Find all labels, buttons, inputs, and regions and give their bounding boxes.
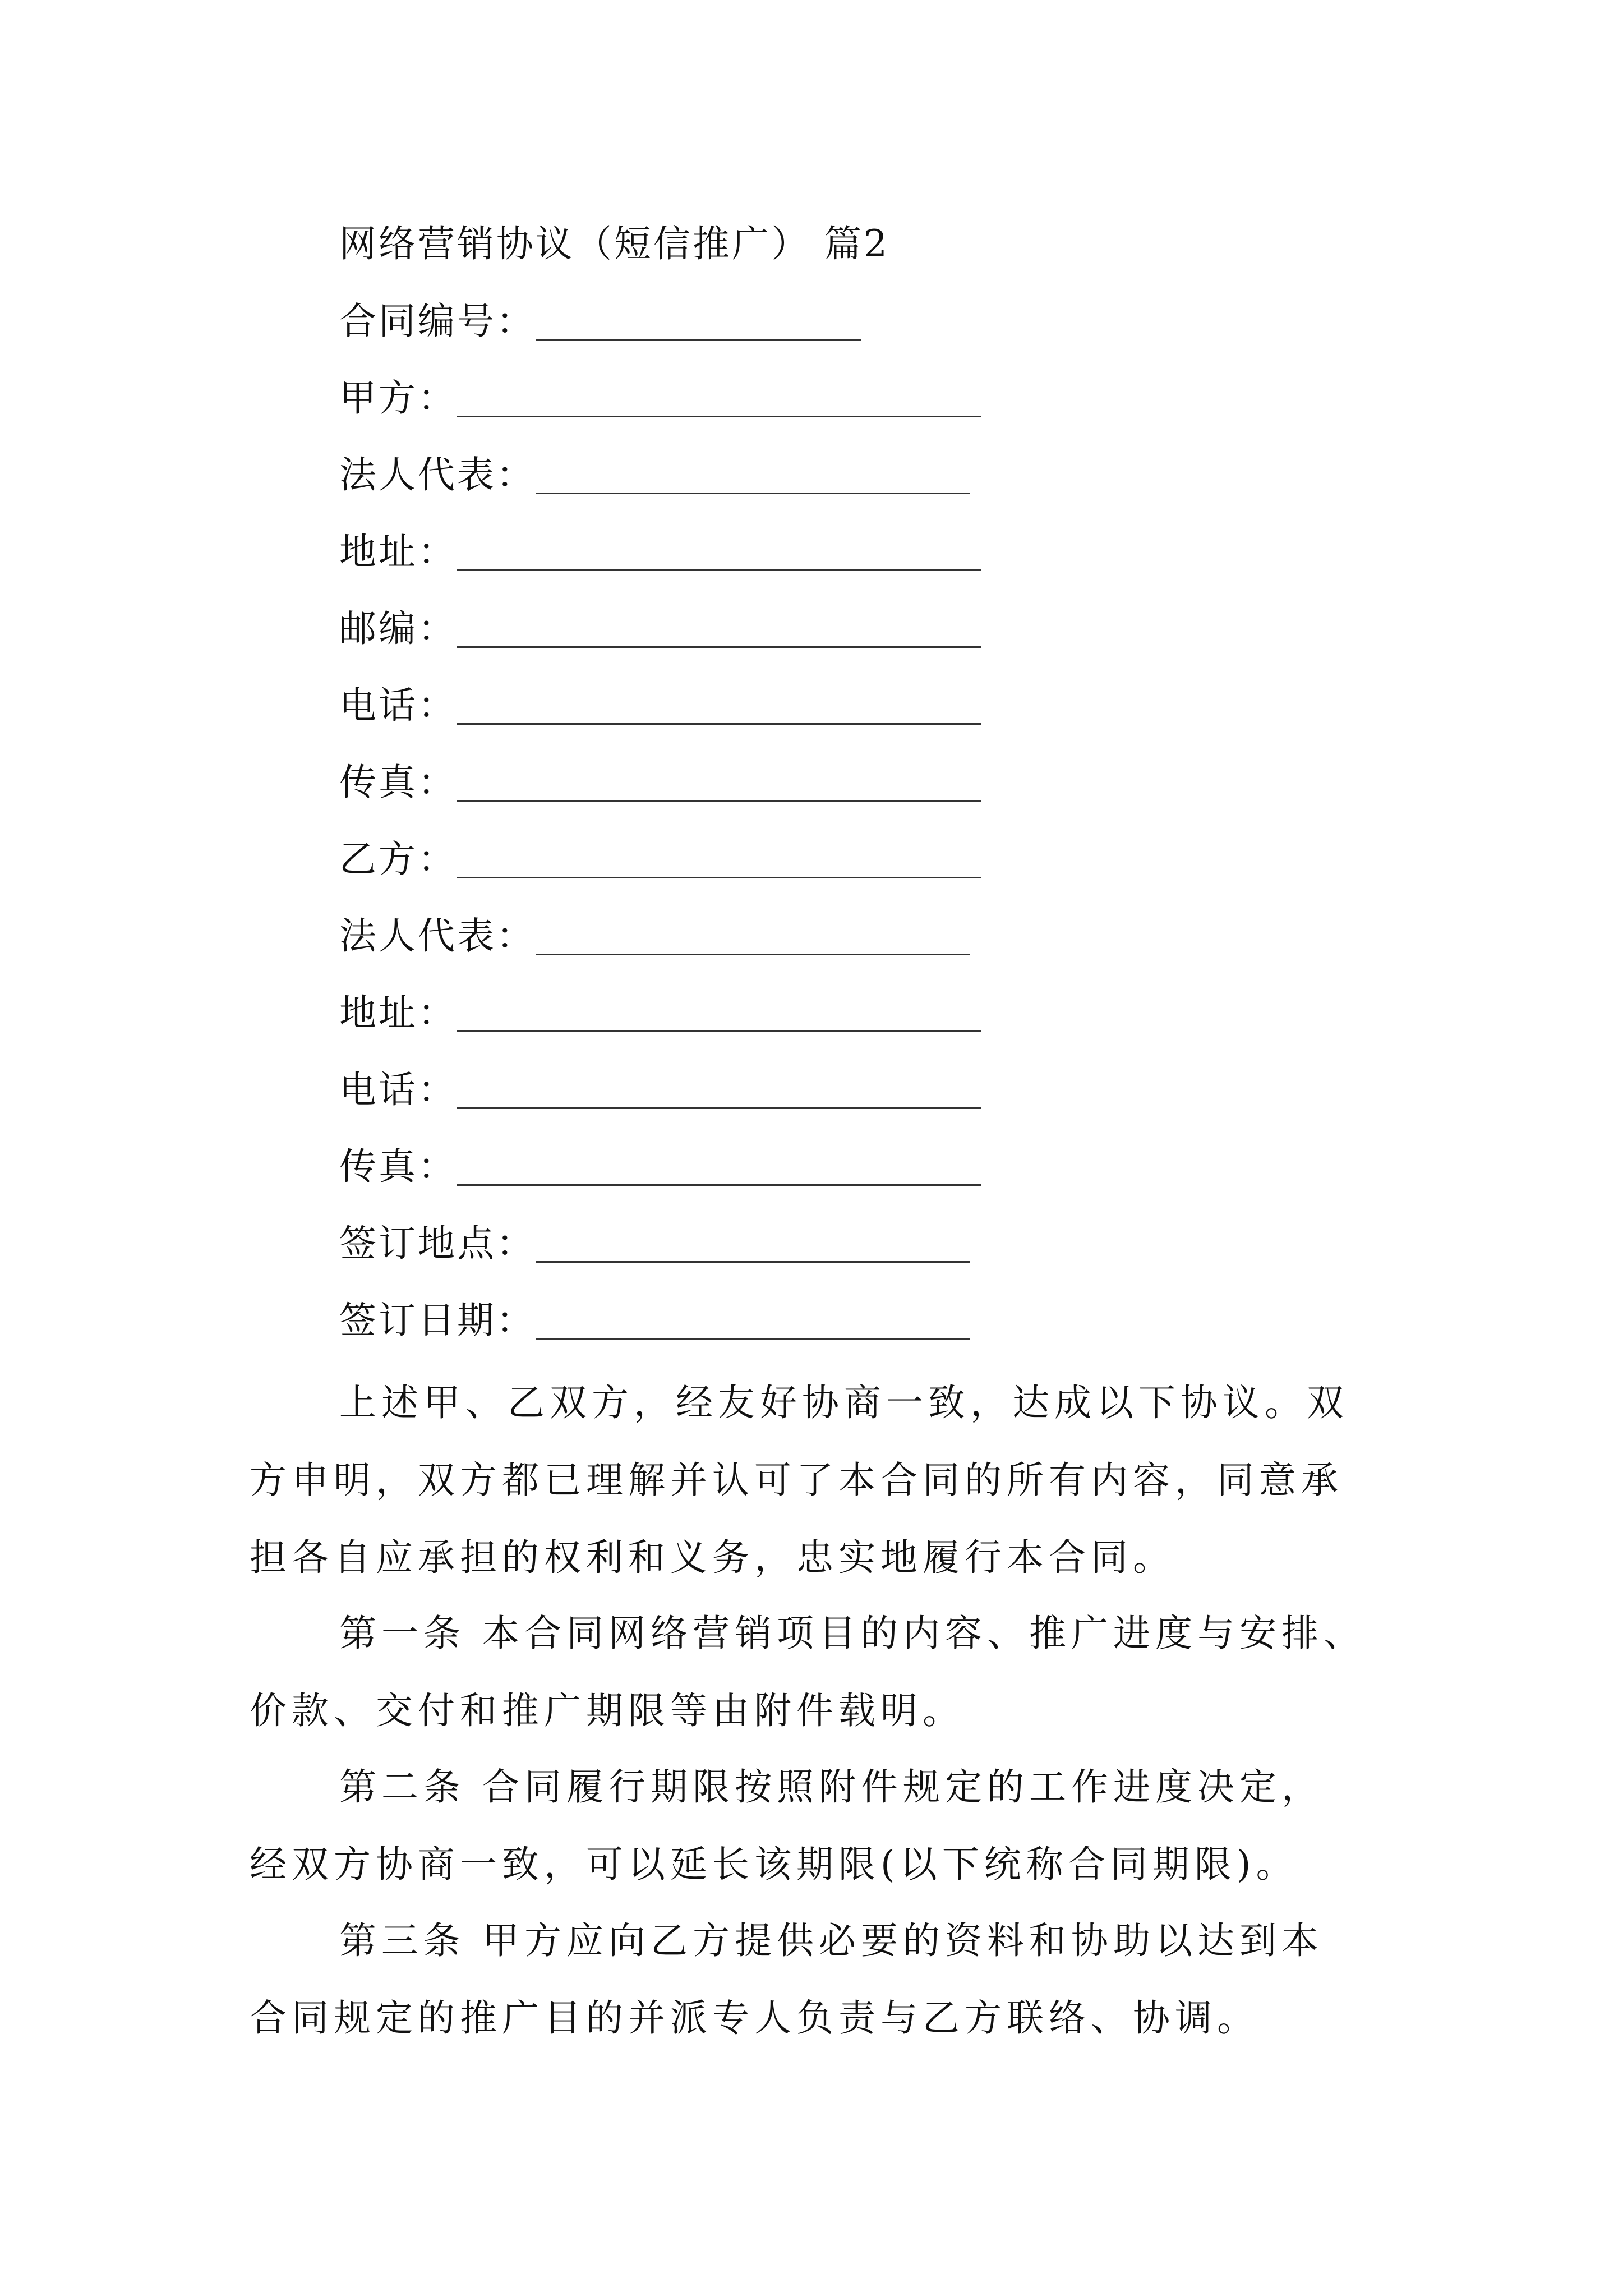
field-label: 传真： (339, 761, 457, 804)
party-a-phone-blank (457, 688, 981, 725)
party-b-phone-blank (457, 1073, 981, 1109)
field-label: 邮编： (339, 607, 457, 650)
paragraph-line: 上述甲、乙双方，经友好协商一致，达成以下协议。双 (339, 1381, 1349, 1424)
party-b-address-blank (457, 996, 981, 1032)
field-signing-place (339, 1221, 970, 1266)
paragraph-line: 价款、交付和推广期限等由附件载明。 (250, 1689, 965, 1732)
signing-place-blank (536, 1226, 970, 1263)
paragraph-line: 经双方协商一致，可以延长该期限(以下统称合同期限)。 (250, 1843, 1298, 1886)
paragraph-line: 合同规定的推广目的并派专人负责与乙方联络、协调。 (250, 1996, 1259, 2040)
field-party-a-postcode (339, 606, 981, 651)
field-party-a-phone (339, 683, 981, 728)
field-label: 地址： (339, 530, 457, 573)
party-a-fax-blank (457, 765, 981, 802)
paragraph-article-2 (250, 1749, 1399, 1903)
party-a-postcode-blank (457, 611, 981, 648)
party-a-legal-rep-blank (536, 458, 970, 494)
field-party-b-address (339, 991, 981, 1036)
paragraph-line: 第一条 本合同网络营销项目的内容、推广进度与安排、 (339, 1612, 1366, 1655)
field-party-b-fax (339, 1144, 981, 1189)
field-party-a (339, 376, 981, 421)
paragraph-article-3 (250, 1902, 1399, 2057)
party-b-fax-blank (457, 1149, 981, 1186)
paragraph-line: 方申明，双方都已理解并认可了本合同的所有内容，同意承 (250, 1458, 1343, 1502)
field-label: 签订日期： (339, 1299, 536, 1342)
field-label: 乙方： (339, 838, 457, 881)
field-party-a-fax (339, 760, 981, 805)
field-label: 甲方： (339, 376, 457, 420)
paragraph-line: 担各自应承担的权利和义务，忠实地履行本合同。 (250, 1536, 1175, 1579)
field-party-a-address (339, 530, 981, 574)
signing-date-blank (536, 1303, 970, 1340)
paragraph-line: 第三条 甲方应向乙方提供必要的资料和协助以达到本 (339, 1919, 1324, 1962)
field-label: 法人代表： (339, 914, 536, 958)
contract-number-blank (536, 304, 861, 341)
party-a-blank (457, 381, 981, 417)
field-party-b (339, 837, 981, 882)
party-a-address-blank (457, 535, 981, 571)
party-b-legal-rep-blank (536, 919, 970, 955)
field-label: 地址： (339, 991, 457, 1034)
field-label: 电话： (339, 684, 457, 727)
paragraph-preamble (250, 1364, 1399, 1596)
field-party-b-phone (339, 1068, 981, 1112)
paragraph-line: 第二条 合同履行期限按照附件规定的工作进度决定， (339, 1765, 1324, 1809)
field-label: 合同编号： (339, 300, 536, 343)
field-signing-date (339, 1298, 970, 1343)
paragraph-article-1 (250, 1595, 1399, 1750)
party-b-blank (457, 842, 981, 878)
field-label: 法人代表： (339, 453, 536, 496)
field-label: 传真： (339, 1145, 457, 1188)
field-label: 签订地点： (339, 1222, 536, 1265)
field-party-a-legal-rep (339, 453, 970, 498)
field-label: 电话： (339, 1068, 457, 1111)
document-title: 网络营销协议（短信推广） 篇2 (339, 222, 889, 265)
field-party-b-legal-rep (339, 914, 970, 959)
field-contract-number (339, 299, 861, 344)
